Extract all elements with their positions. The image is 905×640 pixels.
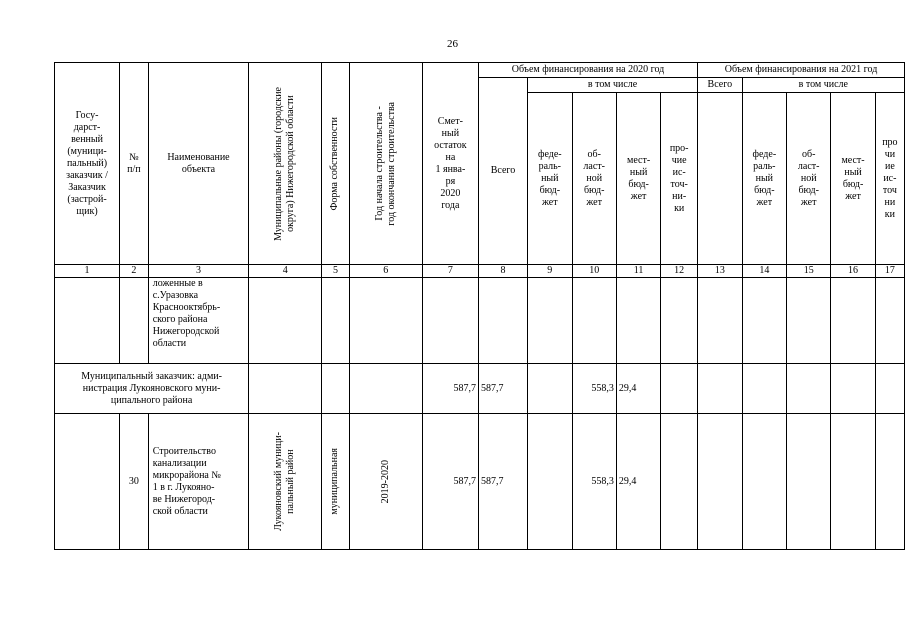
header-years-text: Год начала строительства - год окончания строительства <box>373 101 397 226</box>
header-districts <box>249 63 322 265</box>
header-total-2020: Всего <box>478 78 527 265</box>
header-districts-text: Муниципальные районы (городские округа) Нижегородской области <box>273 86 297 241</box>
header-other-2020: про- чие ис- точ- ни- ки <box>661 93 698 265</box>
header-num: № п/п <box>120 63 149 265</box>
object-district <box>249 414 322 550</box>
col-num: 5 <box>322 265 350 278</box>
col-num: 12 <box>661 265 698 278</box>
col-num: 17 <box>875 265 904 278</box>
customer-local-2020: 29,4 <box>616 364 660 414</box>
col-num: 13 <box>698 265 743 278</box>
header-regional-2020: об- ласт- ной бюд- жет <box>572 93 616 265</box>
header-ownership <box>322 63 350 265</box>
header-fin-2020: Объем финансирования на 2020 год <box>478 63 697 78</box>
header-local-2020: мест- ный бюд- жет <box>616 93 660 265</box>
col-num: 1 <box>55 265 120 278</box>
object-name: Строительство канализации микрорайона № 1 в г. Лукояно- ве Нижегород- ской области <box>148 414 248 550</box>
customer-estimate: 587,7 <box>422 364 478 414</box>
object-ownership <box>322 414 350 550</box>
object-years-text: 2019-2020 <box>379 459 391 504</box>
header-federal-2020: феде- раль- ный бюд- жет <box>528 93 572 265</box>
table-row-continuation <box>55 278 905 364</box>
col-num: 4 <box>249 265 322 278</box>
financing-table <box>54 62 905 550</box>
table-row-object-30 <box>55 414 905 550</box>
header-total-2021: Всего <box>698 78 743 93</box>
customer-total-2020: 587,7 <box>478 364 527 414</box>
col-num: 6 <box>349 265 422 278</box>
header-federal-2021: феде- раль- ный бюд- жет <box>742 93 786 265</box>
header-other-2021: про чи ие ис- точ ни ки <box>875 93 904 265</box>
header-regional-2021: об- ласт- ной бюд- жет <box>787 93 831 265</box>
header-local-2021: мест- ный бюд- жет <box>831 93 875 265</box>
header-including-2021: в том числе <box>742 78 904 93</box>
col-num: 7 <box>422 265 478 278</box>
object-estimate: 587,7 <box>422 414 478 550</box>
col-num: 14 <box>742 265 786 278</box>
col-num: 3 <box>148 265 248 278</box>
object-district-text: Лукояновский муници- пальный район <box>273 432 297 531</box>
customer-regional-2020: 558,3 <box>572 364 616 414</box>
col-num: 16 <box>831 265 875 278</box>
customer-group-label: Муниципальный заказчик: адми- нистрация Лукояновского муни- ципального района <box>55 364 249 414</box>
header-estimate: Смет- ный остаток на 1 янва- ря 2020 года <box>422 63 478 265</box>
header-object-name: Наименование объекта <box>148 63 248 265</box>
header-fin-2021: Объем финансирования на 2021 год <box>698 63 905 78</box>
table-row-customer <box>55 364 905 414</box>
object-regional-2020: 558,3 <box>572 414 616 550</box>
col-num: 9 <box>528 265 572 278</box>
object-num: 30 <box>120 414 149 550</box>
header-total-2021-cont <box>698 93 743 265</box>
column-numbers-row <box>55 265 905 278</box>
header-customer: Госу- дарст- венный (муници- пальный) заказчик / Заказчик (застрой- щик) <box>55 63 120 265</box>
col-num: 8 <box>478 265 527 278</box>
object-ownership-text: муниципальная <box>329 448 341 515</box>
header-including-2020: в том числе <box>528 78 698 93</box>
col-num: 11 <box>616 265 660 278</box>
header-ownership-text: Форма собственности <box>329 116 341 211</box>
page-number: 26 <box>447 38 458 50</box>
col-num: 10 <box>572 265 616 278</box>
object-name-continuation: ложенные в с.Уразовка Краснооктябрь- ского района Нижегородской области <box>148 278 248 364</box>
header-years <box>349 63 422 265</box>
object-total-2020: 587,7 <box>478 414 527 550</box>
object-years <box>349 414 422 550</box>
col-num: 15 <box>787 265 831 278</box>
object-local-2020: 29,4 <box>616 414 660 550</box>
col-num: 2 <box>120 265 149 278</box>
